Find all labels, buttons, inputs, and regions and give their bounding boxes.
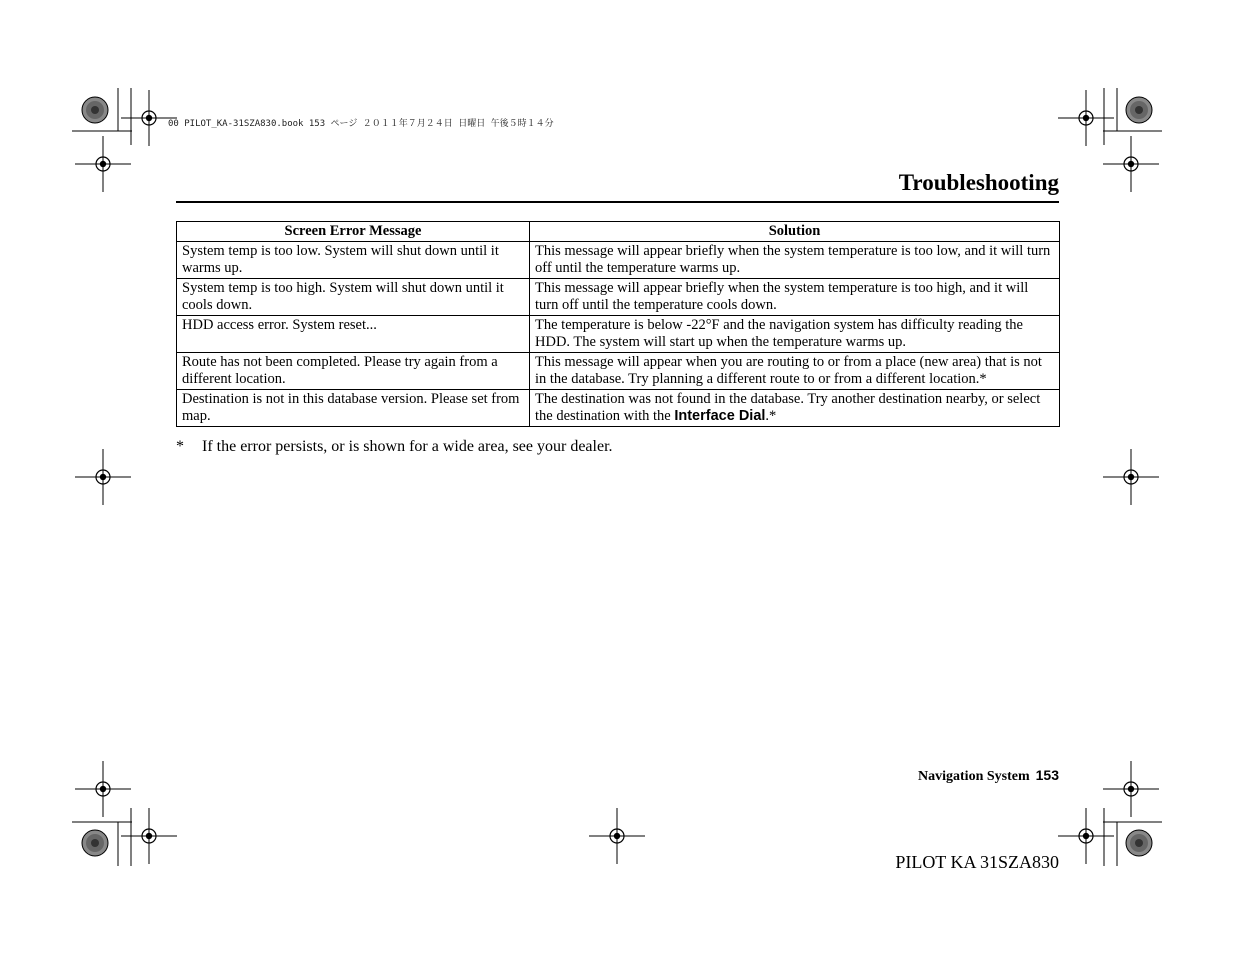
solution-cell: This message will appear briefly when the system temperature is too high, and it will turn off until the temperature cools down. — [530, 279, 1060, 316]
table-row — [177, 353, 1060, 390]
error-message-table — [176, 221, 1060, 427]
table-row — [177, 316, 1060, 353]
print-header: 00 PILOT_KA-31SZA830.book 153 ページ ２０１１年７月２４日 日曜日 午後５時１４分 — [168, 119, 554, 129]
interface-dial-label: Interface Dial — [674, 408, 766, 424]
solution-text-suffix: .* — [765, 408, 777, 424]
title-rule — [176, 201, 1059, 203]
footnote-mark: * — [176, 438, 184, 455]
error-message-cell: Route has not been completed. Please try again from a different location. — [177, 353, 530, 390]
page-title: Troubleshooting — [898, 170, 1059, 195]
solution-cell: This message will appear when you are routing to or from a place (new area) that is not in the database. Try planning a different route to or from a different location.* — [530, 353, 1060, 390]
solution-cell — [530, 390, 1060, 427]
footnote — [176, 438, 613, 456]
page-number: 153 — [1035, 767, 1059, 783]
error-message-cell: HDD access error. System reset... — [177, 316, 530, 353]
column-header-solution: Solution — [530, 222, 1060, 242]
footnote-text: If the error persists, or is shown for a wide area, see your dealer. — [202, 438, 613, 455]
page-footer — [918, 767, 1059, 785]
solution-text: The destination was not found in the database. Try another destination nearby, or select the destination with the — [535, 391, 1041, 424]
error-message-cell: System temp is too low. System will shut down until it warms up. — [177, 242, 530, 279]
solution-cell: The temperature is below -22°F and the navigation system has difficulty reading the HDD. The system will start up when the temperature warms up. — [530, 316, 1060, 353]
error-message-cell: System temp is too high. System will shut down until it cools down. — [177, 279, 530, 316]
solution-cell: This message will appear briefly when the system temperature is too low, and it will turn off until the temperature warms up. — [530, 242, 1060, 279]
column-header-message: Screen Error Message — [177, 222, 530, 242]
table-row — [177, 242, 1060, 279]
print-code: PILOT KA 31SZA830 — [895, 852, 1059, 872]
table-row — [177, 279, 1060, 316]
error-message-cell: Destination is not in this database version. Please set from map. — [177, 390, 530, 427]
footer-section-name: Navigation System — [918, 769, 1030, 784]
table-header-row — [177, 222, 1060, 242]
table-row — [177, 390, 1060, 427]
